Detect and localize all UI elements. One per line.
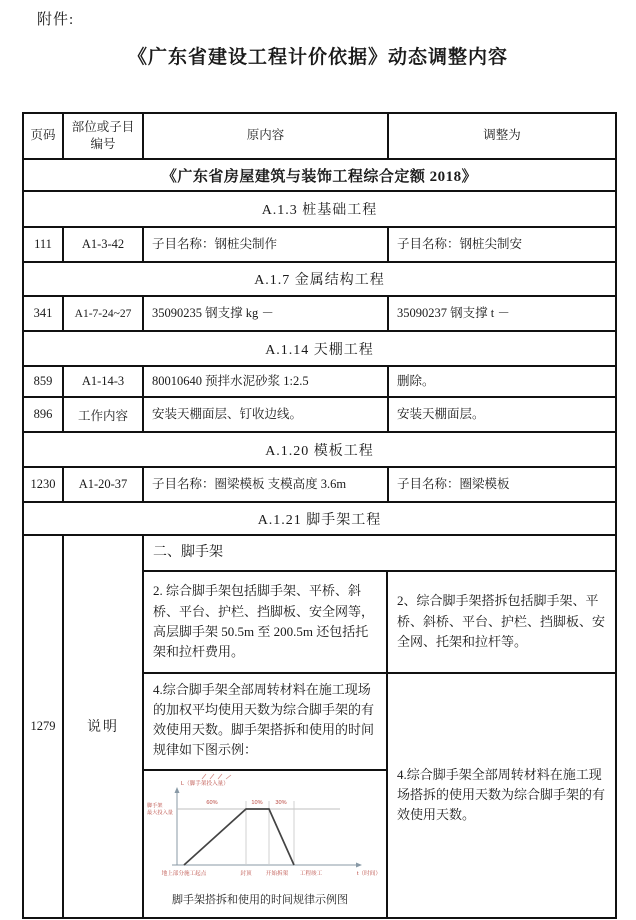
cell-code: A1-14-3 <box>63 366 143 397</box>
attachment-label: 附件: <box>37 12 75 28</box>
chart-cell <box>144 770 387 917</box>
header-code-line1: 部位或子目 <box>71 119 135 134</box>
cell-code: A1-20-37 <box>63 467 143 502</box>
cell-code: 说明 <box>63 535 143 918</box>
cell-adjusted: 安装天棚面层。 <box>388 397 616 432</box>
header-code <box>63 113 143 159</box>
table-row <box>23 227 616 262</box>
header-adjusted: 调整为 <box>388 113 616 159</box>
book-title-row <box>23 159 616 191</box>
scaffold-row <box>23 535 616 918</box>
adjustment-table <box>22 112 617 919</box>
cell-page: 896 <box>23 397 63 432</box>
x-tick-topout: 封顶 <box>240 870 252 877</box>
section-title: A.1.3 桩基础工程 <box>23 191 616 227</box>
x-axis-arrow <box>356 862 362 867</box>
cell-page: 1230 <box>23 467 63 502</box>
scaffold-item4-row <box>144 673 615 770</box>
cell-original: 35090235 钢支撑 kg － <box>143 296 388 331</box>
header-page: 页码 <box>23 113 63 159</box>
cell-adjusted: 删除。 <box>388 366 616 397</box>
segment-label-60: 60% <box>206 799 218 806</box>
item4-original: 4.综合脚手架全部周转材料在施工现场的加权平均使用天数为综合脚手架的有效使用天数。脚手架搭拆和使用的时间规律如下图示例： <box>144 673 387 770</box>
chart-xlabel: t（时间） <box>357 870 381 877</box>
x-tick-complete: 工程竣工 <box>299 870 323 877</box>
cell-adjusted: 子目名称：钢桩尖制安 <box>388 227 616 262</box>
line-chart <box>144 771 385 913</box>
scaffold-nested-table <box>144 536 615 917</box>
section-row <box>23 191 616 227</box>
section-row <box>23 262 616 296</box>
scaffold-usage-chart <box>144 771 386 917</box>
cell-code: A1-3-42 <box>63 227 143 262</box>
scaffold-item2-row <box>144 571 615 673</box>
x-tick-dismantle: 开始拆架 <box>265 870 289 877</box>
chart-ymax-label-2: 最大投入量 <box>147 809 173 816</box>
section-title: A.1.20 模板工程 <box>23 432 616 467</box>
chart-axes <box>172 791 358 865</box>
section-title: A.1.7 金属结构工程 <box>23 262 616 296</box>
section-title: A.1.21 脚手架工程 <box>23 502 616 535</box>
scaffold-content-cell <box>143 535 616 918</box>
cell-page: 859 <box>23 366 63 397</box>
table-row <box>23 467 616 502</box>
usage-curve <box>184 809 294 865</box>
cell-page: 1279 <box>23 535 63 918</box>
cell-original: 安装天棚面层、钉收边线。 <box>143 397 388 432</box>
table-row <box>23 397 616 432</box>
item4-adjusted: 4.综合脚手架全部周转材料在施工现场搭拆的使用天数为综合脚手架的有效使用天数。 <box>397 766 606 823</box>
cell-code: 工作内容 <box>63 397 143 432</box>
cell-code: A1-7-24~27 <box>63 296 143 331</box>
x-tick-start: 地上部分施工起点 <box>161 870 207 877</box>
section-row <box>23 331 616 366</box>
chart-ylabel: L（脚手架投入量） <box>181 780 229 787</box>
cell-original: 80010640 预拌水泥砂浆 1:2.5 <box>143 366 388 397</box>
cell-page: 341 <box>23 296 63 331</box>
segment-label-30: 30% <box>275 799 287 806</box>
chart-caption: 脚手架搭拆和使用的时间规律示例图 <box>172 893 348 906</box>
scaffold-subtitle-row <box>144 536 615 571</box>
section-row <box>23 502 616 535</box>
header-original: 原内容 <box>143 113 388 159</box>
item2-adjusted: 2、综合脚手架搭拆包括脚手架、平桥、斜桥、平台、护栏、挡脚板、安全网、托架和拉杆等。 <box>387 571 615 673</box>
table-header-row <box>23 113 616 159</box>
cell-adjusted: 子目名称：圈梁模板 <box>388 467 616 502</box>
header-code-line2: 编号 <box>90 137 116 151</box>
section-title: A.1.14 天棚工程 <box>23 331 616 366</box>
page-title: 《广东省建设工程计价依据》动态调整内容 <box>127 47 508 68</box>
cell-original: 子目名称：圈梁模板 支模高度 3.6m <box>143 467 388 502</box>
cell-adjusted: 35090237 钢支撑 t － <box>388 296 616 331</box>
item2-original: 2. 综合脚手架包括脚手架、平桥、斜桥、平台、护栏、挡脚板、安全网等，高层脚手架 50.5m 至 200.5m 还包括托架和拉杆费用。 <box>144 571 387 673</box>
cell-page: 111 <box>23 227 63 262</box>
scan-marks <box>202 774 231 779</box>
scaffold-subtitle: 二、脚手架 <box>144 536 615 571</box>
chart-ymax-label-1: 脚手架 <box>147 802 163 809</box>
section-row <box>23 432 616 467</box>
cell-original: 子目名称：钢桩尖制作 <box>143 227 388 262</box>
book-title: 《广东省房屋建筑与装饰工程综合定额 2018》 <box>23 159 616 191</box>
table-row <box>23 296 616 331</box>
segment-label-10: 10% <box>251 799 263 806</box>
y-axis-arrow <box>175 787 180 793</box>
table-row <box>23 366 616 397</box>
